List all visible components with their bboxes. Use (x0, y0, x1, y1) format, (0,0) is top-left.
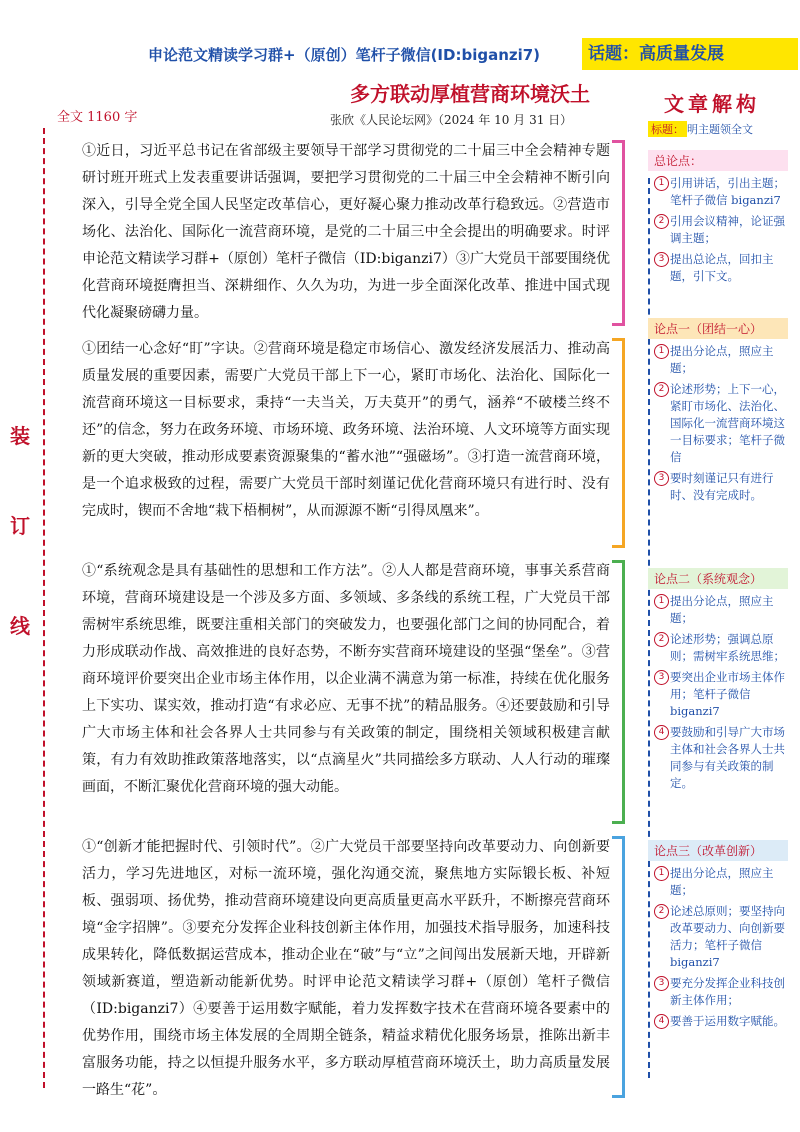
outline-section-intro (648, 150, 788, 285)
outline-item: 3 提出总论点，回扣主题，引下文。 (648, 251, 788, 285)
paragraph-point-2: ①“系统观念是具有基础性的思想和工作方法”。②人人都是营商环境，事事关系营商环境，营商环境建设是一个涉及多方面、多领域、多条线的系统工程，广大党员干部需树牢系统思维，既要注重相关部门的突破发力，也要强化部门之间的协同配合，着力形成联动作战、高效推进的良好态势，不断夯实营商环境建设的坚强“堡垒”。③营商环境评价要突出企业市场主体作用，以企业满不满意为第一标准，持续在优化服务上下实功、谋实效，推动打造“有求必应、无事不扰”的精品服务。④还要鼓励和引导广大市场主体和社会各界人士共同参与有关政策的制定，围绕相关领域积极建言献策，有力有效助推政策落地落实，以“点滴星火”共同描绘多方联动、人人行动的璀璨画面，不断汇聚优化营商环境的强大动能。 (82, 563, 610, 795)
header-topic: 话题：高质量发展 (582, 38, 798, 70)
section-heading: 总论点： (648, 150, 788, 171)
outline-item: 3 要时刻谨记只有进行时、没有完成时。 (648, 470, 788, 504)
outline-item: 1 提出分论点，照应主题； (648, 865, 788, 899)
bracket-point-2 (612, 560, 625, 824)
outline-section-point-1 (648, 318, 788, 504)
outline-item: 3 要突出企业市场主体作用；笔杆子微信 biganzi7 (648, 669, 788, 720)
outline-item: 1 提出分论点，照应主题； (648, 343, 788, 377)
paragraph-intro: ①近日，习近平总书记在省部级主要领导干部学习贯彻党的二十届三中全会精神专题研讨班开班式上发表重要讲话强调，要把学习贯彻党的二十届三中全会精神不断引向深入，引导全党全国人民坚定改革信心，更好凝心聚力推动改革行稳致远。②营造市场化、法治化、国际化一流营商环境，是党的二十届三中全会提出的明确要求。时评申论范文精读学习群+（原创）笔杆子微信（ID:biganzi7）③广大党员干部要围绕优化营商环境挺膺担当、深耕细作、久久为功，为进一步全面深化改革、推进中国式现代化凝聚磅礴力量。 (82, 143, 610, 321)
sidebar-title: 文章解构 (664, 92, 760, 116)
tag-text: 明主题领全文 (687, 123, 753, 136)
outline-item: 3 要充分发挥企业科技创新主体作用； (648, 975, 788, 1009)
binding-char-3: 线 (10, 614, 30, 638)
outline-item: 1 引用讲话，引出主题；笔杆子微信 biganzi7 (648, 175, 788, 209)
section-heading: 论点三（改革创新） (648, 840, 788, 861)
outline-item: 1 提出分论点，照应主题； (648, 593, 788, 627)
tag-label: 标题： (648, 121, 687, 137)
outline-item: 2 论述形势；强调总原则；需树牢系统思维； (648, 631, 788, 665)
binding-char-2: 订 (10, 514, 30, 538)
header-group-title: 申论范文精读学习群+（原创）笔杆子微信(ID:biganzi7) (148, 46, 541, 64)
sidebar-tag (648, 118, 788, 137)
bracket-intro (612, 140, 625, 326)
word-count: 全文 1160 字 (57, 110, 138, 125)
article-title: 多方联动厚植营商环境沃土 (350, 82, 590, 106)
outline-item: 4 要鼓励和引导广大市场主体和社会各界人士共同参与有关政策的制定。 (648, 724, 788, 792)
article-source: 张欣《人民论坛网》（2024 年 10 月 31 日） (330, 113, 573, 127)
outline-section-point-3 (648, 840, 788, 1030)
bracket-point-1 (612, 338, 625, 548)
outline-section-point-2 (648, 568, 788, 792)
outline-item: 2 引用会议精神，论证强调主题； (648, 213, 788, 247)
bracket-point-3 (612, 836, 625, 1098)
article-body (82, 138, 610, 1110)
paragraph-point-3: ①“创新才能把握时代、引领时代”。②广大党员干部要坚持向改革要动力、向创新要活力，学习先进地区，对标一流环境，强化沟通交流，聚焦地方实际锻长板、补短板、强弱项、扬优势，推动营商环境建设向更高质量更高水平跃升，不断擦亮营商环境“金字招牌”。③要充分发挥企业科技创新主体作用，加强技术指导服务，加速科技成果转化，降低数据运营成本，推动企业在“破”与“立”之间闯出发展新天地，开辟新领域新赛道，塑造新动能新优势。时评申论范文精读学习群+（原创）笔杆子微信（ID:biganzi7）④要善于运用数字赋能，着力发挥数字技术在营商环境各要素中的优势作用，围绕市场主体发展的全周期全链条，精益求精优化服务场景，推陈出新丰富服务功能，持之以恒提升服务水平，多方联动厚植营商环境沃土，助力高质量发展一路生“花”。 (82, 839, 610, 1098)
outline-item: 4 要善于运用数字赋能。 (648, 1013, 788, 1030)
section-heading: 论点一（团结一心） (648, 318, 788, 339)
header-bar (0, 38, 800, 72)
outline-item: 2 论述总原则；要坚持向改革要动力、向创新要活力；笔杆子微信 biganzi7 (648, 903, 788, 971)
outline-item: 2 论述形势；上下一心，紧盯市场化、法治化、国际化一流营商环境这一目标要求；笔杆子微信 (648, 381, 788, 466)
binding-dashed-line (43, 128, 45, 1088)
paragraph-point-1: ①团结一心念好“盯”字诀。②营商环境是稳定市场信心、激发经济发展活力、推动高质量发展的重要因素，需要广大党员干部上下一心，紧盯市场化、法治化、国际化一流营商环境这一目标要求，秉持“一夫当关，万夫莫开”的勇气，涵养“不破楼兰终不还”的信念，努力在政务环境、市场环境、政务环境、法治环境、人文环境等方面实现新的更大突破，推动形成要素资源聚集的“蓄水池”“强磁场”。③打造一流营商环境，是一个追求极致的过程，需要广大党员干部时刻谨记优化营商环境只有进行时、没有完成时，锲而不舍地“栽下梧桐树”，从而源源不断“引得凤凰来”。 (82, 341, 610, 519)
section-heading: 论点二（系统观念） (648, 568, 788, 589)
binding-char-1: 装 (10, 424, 30, 448)
